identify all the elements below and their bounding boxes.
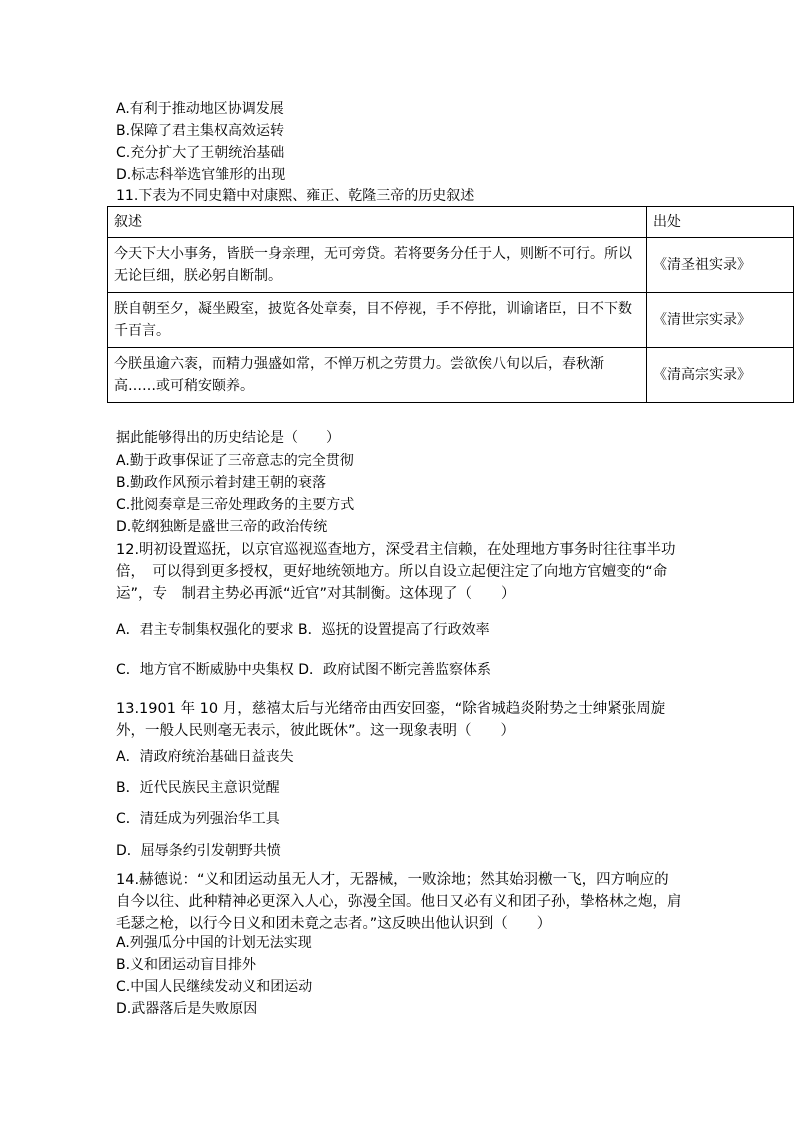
table-cell-narrative: 今朕虽逾六袠，而精力强盛如常，不惮万机之劳贯力。尝欲俟八旬以后，春秋渐高……或可稍安颐养。: [108, 348, 647, 403]
q11-option-d: D.乾纲独断是盛世三帝的政治传统: [116, 519, 328, 535]
table-header-source: 出处: [647, 207, 794, 238]
q11-stem: 11.下表为不同史籍中对康熙、雍正、乾隆三帝的历史叙述: [116, 188, 475, 204]
history-table: [107, 206, 794, 403]
table-row: [108, 238, 794, 293]
q12-options-cd: C．地方官不断威胁中央集权 D．政府试图不断完善监察体系: [116, 662, 492, 678]
table-row: [108, 293, 794, 348]
q12-options-ab: A．君主专制集权强化的要求 B．巡抚的设置提高了行政效率: [116, 622, 490, 638]
q11-option-c: C.批阅奏章是三帝处理政务的主要方式: [116, 497, 355, 513]
table-cell-source: 《清高宗实录》: [647, 348, 794, 403]
table-cell-source: 《清圣祖实录》: [647, 238, 794, 293]
q14-option-c: C.中国人民继续发动义和团运动: [116, 979, 313, 995]
q10-option-d: D.标志科举选官雏形的出现: [116, 167, 286, 183]
q14-option-b: B.义和团运动盲目排外: [116, 957, 257, 973]
q10-option-a: A.有利于推动地区协调发展: [116, 101, 284, 117]
table-cell-narrative: 朕自朝至夕，凝坐殿室，披览各处章奏，目不停视，手不停批，训谕诸臣，日不下数千百言。: [108, 293, 647, 348]
q11-option-a: A.勤于政事保证了三帝意志的完全贯彻: [116, 453, 354, 469]
q13-option-b: B．近代民族民主意识觉醒: [116, 780, 280, 796]
q10-option-b: B.保障了君主集权高效运转: [116, 123, 285, 139]
q12-stem: 12.明初设置巡抚，以京官巡视巡查地方，深受君主信赖，在处理地方事务时往往事半功倍， 可以得到更多授权，更好地统领地方。所以自设立起便注定了向地方官嬗变的“命运”，专 制君主势必再派“近官”对其制衡。这体现了（ ）: [116, 542, 676, 602]
table-cell-source: 《清世宗实录》: [647, 293, 794, 348]
q10-option-c: C.充分扩大了王朝统治基础: [116, 145, 285, 161]
q14-stem: 14.赫德说：“义和团运动虽无人才，无器械，一败涂地；然其始羽檄一飞，四方响应的自今以往、此种精神必更深入人心，弥漫全国。他日又必有义和团子孙，挚格林之炮，肩毛瑟之枪，以行今日义和团未竟之志者。”这反映出他认识到（ ）: [116, 872, 682, 932]
table-header-row: [108, 207, 794, 238]
table-header-narrative: 叙述: [108, 207, 647, 238]
q14-option-d: D.武器落后是失败原因: [116, 1001, 258, 1017]
q13-option-c: C．清廷成为列强治华工具: [116, 811, 280, 827]
q13-stem: 13.1901 年 10 月，慈禧太后与光绪帝由西安回銮，“除省城趋炎附势之士绅紧张周旋外，一般人民则毫无表示，彼此既休”。这一现象表明（ ）: [116, 701, 666, 739]
q11-option-b: B.勤政作风预示着封建王朝的衰落: [116, 475, 327, 491]
q13-option-d: D．屈辱条约引发朝野共愤: [116, 843, 281, 859]
table-cell-narrative: 今天下大小事务，皆朕一身亲理，无可旁贷。若将要务分任于人，则断不可行。所以无论巨细，朕必躬自断制。: [108, 238, 647, 293]
table-row: [108, 348, 794, 403]
q11-question: 据此能够得出的历史结论是（ ）: [116, 430, 340, 446]
q14-option-a: A.列强瓜分中国的计划无法实现: [116, 935, 312, 951]
q13-option-a: A．清政府统治基础日益丧失: [116, 749, 294, 765]
